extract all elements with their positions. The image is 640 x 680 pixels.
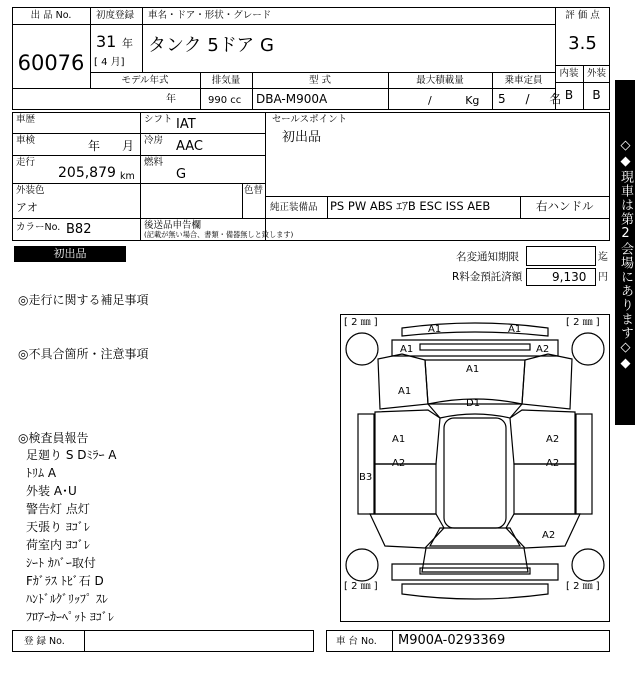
- shift-value: IAT: [176, 117, 196, 132]
- fuel-label: 燃料: [144, 157, 164, 168]
- damage-code: A1: [508, 324, 522, 335]
- eval-label: 評 価 点: [565, 10, 600, 21]
- driving-heading: ◎走行に関する補足事項: [18, 293, 149, 307]
- rear-glass: [430, 528, 520, 546]
- roof: [444, 418, 506, 528]
- reg-no-label: 登 録 No.: [24, 636, 65, 647]
- wheel-rear-left: [346, 549, 378, 581]
- color-change-label: 色替: [244, 185, 264, 196]
- history-label: 車歴: [16, 114, 36, 125]
- shift-label: シフト: [144, 114, 173, 125]
- inspector-item: ﾄﾘﾑ A: [26, 466, 57, 480]
- inspector-item: 外装 A･U: [26, 484, 77, 498]
- recycle-unit: 円: [598, 272, 608, 283]
- first-reg-label: 初度登録: [96, 10, 135, 21]
- inspector-item: 足廻り S Dﾐﾗｰ A: [26, 448, 117, 462]
- inspector-item: 天張り ﾖｺﾞﾚ: [26, 520, 90, 534]
- tire-reading-fr: [ 2 ㎜ ]: [566, 317, 600, 328]
- docs-note: (記載が無い場合、書類・備器無しと致します): [144, 230, 294, 239]
- capacity-label: 乗車定員: [504, 75, 543, 86]
- damage-code: D1: [466, 398, 481, 409]
- equipment-label: 純正装備品: [270, 202, 318, 213]
- damage-code: A2: [542, 530, 556, 541]
- lot-no: 60076: [17, 51, 85, 75]
- defects-heading: ◎不具合箇所・注意事項: [18, 347, 149, 361]
- car-name-label: 車名・ドア・形状・グレード: [148, 10, 272, 21]
- damage-code: A1: [392, 434, 406, 445]
- damage-code: A1: [428, 324, 442, 335]
- interior-grade: B: [564, 88, 574, 102]
- inspector-item: Fｶﾞﾗｽ ﾄﾋﾞ石 D: [26, 574, 104, 588]
- damage-sheet: [340, 314, 610, 622]
- damage-code: A2: [546, 434, 560, 445]
- ac-value: AAC: [176, 139, 203, 154]
- tire-reading-fl: [ 2 ㎜ ]: [344, 317, 378, 328]
- right-rear-door: [514, 464, 575, 514]
- exterior-label: 外装: [586, 68, 606, 79]
- steering-value: 右ハンドル: [536, 199, 594, 213]
- inspection-year-unit: 年: [88, 139, 101, 153]
- displacement-label: 排気量: [211, 75, 241, 86]
- wheel-rear-right: [572, 549, 604, 581]
- first-listing-badge: 初出品: [14, 246, 126, 262]
- first-reg-year: 31: [96, 32, 117, 51]
- left-rear-door: [375, 464, 436, 514]
- left-front-fender: [378, 354, 428, 409]
- inspector-item: 警告灯 点灯: [26, 502, 90, 516]
- inspection-month-unit: 月: [122, 139, 135, 153]
- color-no-value: B82: [66, 222, 92, 237]
- damage-code: B3: [359, 472, 373, 483]
- name-change-label: 名変通知期限: [456, 251, 519, 263]
- left-rear-quarter: [370, 514, 444, 548]
- recycle-value: 9,130: [552, 270, 587, 284]
- tire-reading-rl: [ 2 ㎜ ]: [344, 581, 378, 592]
- car-name: タンク 5ドア G: [148, 35, 274, 56]
- damage-code: A1: [398, 386, 412, 397]
- first-reg-month: [ 4 月]: [94, 57, 125, 68]
- first-reg-year-unit: 年: [122, 37, 133, 50]
- exterior-color-label: 外装色: [16, 185, 45, 196]
- damage-code: A1: [466, 364, 480, 375]
- ac-label: 冷房: [144, 135, 164, 146]
- lot-no-label: 出 品 No.: [30, 10, 72, 21]
- rear-bumper: [402, 584, 548, 599]
- name-change-box: [526, 246, 596, 266]
- equipment-value: PS PW ABS ｴｱB ESC ISS AEB: [330, 199, 491, 213]
- model-year-unit: 年: [166, 94, 176, 105]
- chassis-no-label: 車 台 No.: [336, 636, 377, 647]
- damage-code: A2: [546, 458, 560, 469]
- damage-code: A1: [400, 344, 414, 355]
- mileage-value: 205,879: [58, 165, 116, 181]
- color-no-label: カラーNo.: [16, 222, 61, 233]
- right-front-door: [510, 410, 575, 464]
- wheel-front-right: [572, 333, 604, 365]
- inspector-item: ｼｰﾄ ｶﾊﾞｰ取付: [26, 556, 96, 570]
- exterior-grade: B: [592, 88, 601, 102]
- left-front-door: [375, 410, 440, 464]
- wheel-front-left: [346, 333, 378, 365]
- interior-label: 内装: [559, 68, 579, 79]
- type-code: DBA-M900A: [256, 92, 328, 106]
- exterior-color-value: アオ: [16, 201, 38, 214]
- max-load-value: / Kg: [428, 94, 480, 107]
- sales-point-label: セールスポイント: [272, 114, 348, 125]
- mileage-unit: km: [120, 171, 135, 182]
- chassis-no-value: M900A-0293369: [398, 633, 506, 648]
- max-load-label: 最大積載量: [416, 75, 464, 86]
- inspector-item: 荷室内 ﾖｺﾞﾚ: [26, 538, 90, 552]
- damage-code: A2: [536, 344, 550, 355]
- eval-score: 3.5: [568, 33, 597, 54]
- venue-banner: ◇◆現車は第2会場にあります◇◆: [615, 80, 635, 425]
- name-change-unit: 迄: [598, 252, 608, 263]
- fuel-value: G: [176, 167, 187, 182]
- inspector-item: ﾊﾝﾄﾞﾙｸﾞﾘｯﾌﾟ ｽﾚ: [26, 592, 108, 606]
- type-label: 型 式: [308, 75, 332, 86]
- capacity-value: 5 / 名: [498, 92, 562, 106]
- front-apron: [392, 340, 558, 356]
- front-bumper: [402, 323, 548, 336]
- displacement-value: 990 cc: [208, 95, 242, 106]
- docs-label: 後送品申告欄: [144, 220, 202, 231]
- tire-reading-rr: [ 2 ㎜ ]: [566, 581, 600, 592]
- damage-code: A2: [392, 458, 406, 469]
- inspector-heading: ◎検査員報告: [18, 431, 89, 445]
- right-front-fender: [522, 354, 572, 409]
- inspection-label: 車検: [16, 135, 36, 146]
- model-year-label: モデル年式: [121, 75, 169, 86]
- recycle-label: R料金預託済額: [452, 271, 523, 283]
- mileage-label: 走行: [16, 157, 36, 168]
- sales-point-value: 初出品: [282, 130, 322, 145]
- inspector-item: ﾌﾛｱｰｶｰﾍﾟｯﾄ ﾖｺﾞﾚ: [26, 610, 114, 624]
